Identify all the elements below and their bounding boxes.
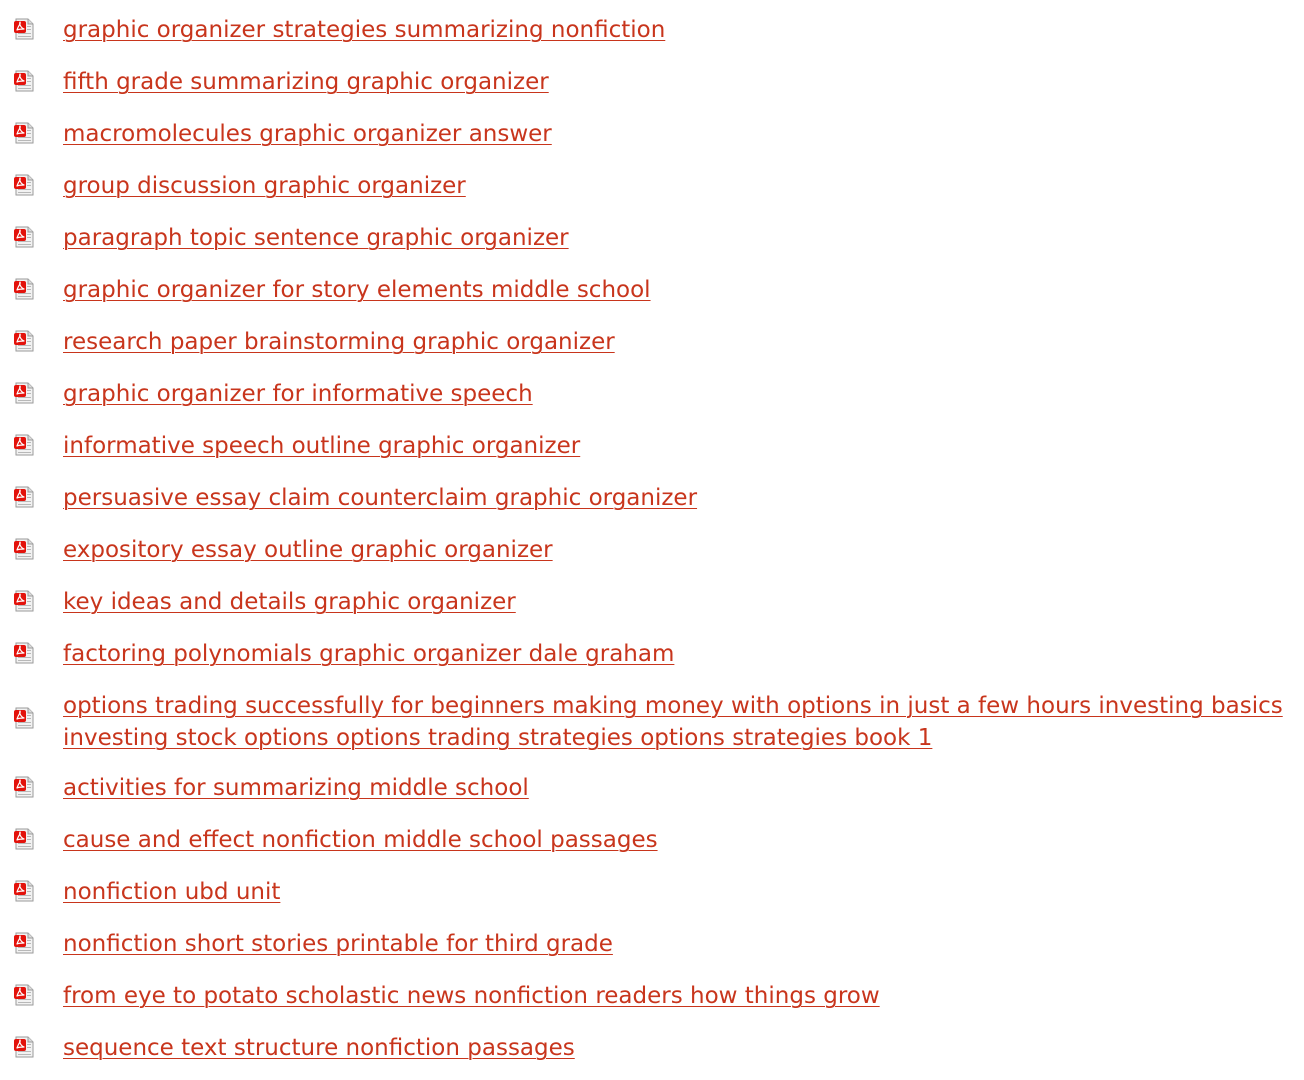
list-item xyxy=(0,582,1304,634)
pdf-file-icon xyxy=(13,984,35,1006)
list-item xyxy=(0,768,1304,820)
pdf-file-icon xyxy=(13,707,35,729)
list-item xyxy=(0,530,1304,582)
pdf-file-icon xyxy=(13,382,35,404)
pdf-link[interactable]: nonfiction short stories printable for third grade xyxy=(63,931,613,957)
list-item xyxy=(0,374,1304,426)
pdf-link[interactable]: activities for summarizing middle school xyxy=(63,775,529,801)
list-item xyxy=(0,218,1304,270)
list-item xyxy=(0,478,1304,530)
pdf-file-icon xyxy=(13,1036,35,1058)
list-item xyxy=(0,686,1304,768)
pdf-file-icon xyxy=(13,122,35,144)
pdf-link[interactable]: nonfiction ubd unit xyxy=(63,879,281,905)
pdf-link[interactable]: macromolecules graphic organizer answer xyxy=(63,121,552,147)
pdf-link[interactable]: sequence text structure nonfiction passages xyxy=(63,1035,575,1061)
pdf-link[interactable]: factoring polynomials graphic organizer dale graham xyxy=(63,641,675,667)
pdf-file-icon xyxy=(13,226,35,248)
list-item xyxy=(0,166,1304,218)
pdf-file-icon xyxy=(13,330,35,352)
pdf-file-icon xyxy=(13,18,35,40)
pdf-file-icon xyxy=(13,538,35,560)
pdf-link[interactable]: from eye to potato scholastic news nonfiction readers how things grow xyxy=(63,983,880,1009)
pdf-link[interactable]: graphic organizer strategies summarizing nonfiction xyxy=(63,17,666,43)
list-item xyxy=(0,872,1304,924)
pdf-file-icon xyxy=(13,776,35,798)
pdf-file-icon xyxy=(13,880,35,902)
pdf-link[interactable]: fifth grade summarizing graphic organizer xyxy=(63,69,549,95)
pdf-link[interactable]: graphic organizer for informative speech xyxy=(63,381,533,407)
pdf-link[interactable]: persuasive essay claim counterclaim graphic organizer xyxy=(63,485,698,511)
list-item xyxy=(0,270,1304,322)
pdf-link[interactable]: expository essay outline graphic organizer xyxy=(63,537,553,563)
list-item xyxy=(0,114,1304,166)
pdf-file-icon xyxy=(13,434,35,456)
pdf-file-icon xyxy=(13,278,35,300)
pdf-link[interactable]: options trading successfully for beginners making money with options in just a few hours investing basics investing stock options options trading strategies options strategies book 1 xyxy=(63,693,1283,751)
pdf-file-icon xyxy=(13,70,35,92)
pdf-link[interactable]: graphic organizer for story elements middle school xyxy=(63,277,651,303)
list-item xyxy=(0,322,1304,374)
pdf-link[interactable]: paragraph topic sentence graphic organizer xyxy=(63,225,569,251)
pdf-link[interactable]: key ideas and details graphic organizer xyxy=(63,589,516,615)
list-item xyxy=(0,1028,1304,1080)
pdf-file-icon xyxy=(13,932,35,954)
pdf-link[interactable]: research paper brainstorming graphic organizer xyxy=(63,329,615,355)
pdf-file-icon xyxy=(13,174,35,196)
list-item xyxy=(0,924,1304,976)
pdf-file-icon xyxy=(13,828,35,850)
pdf-link-list xyxy=(0,10,1304,1080)
pdf-link[interactable]: cause and effect nonfiction middle school passages xyxy=(63,827,658,853)
pdf-link[interactable]: group discussion graphic organizer xyxy=(63,173,466,199)
list-item xyxy=(0,634,1304,686)
pdf-link[interactable]: informative speech outline graphic organizer xyxy=(63,433,581,459)
pdf-file-icon xyxy=(13,486,35,508)
list-item xyxy=(0,62,1304,114)
list-item xyxy=(0,10,1304,62)
list-item xyxy=(0,820,1304,872)
pdf-file-icon xyxy=(13,590,35,612)
list-item xyxy=(0,426,1304,478)
pdf-file-icon xyxy=(13,642,35,664)
list-item xyxy=(0,976,1304,1028)
